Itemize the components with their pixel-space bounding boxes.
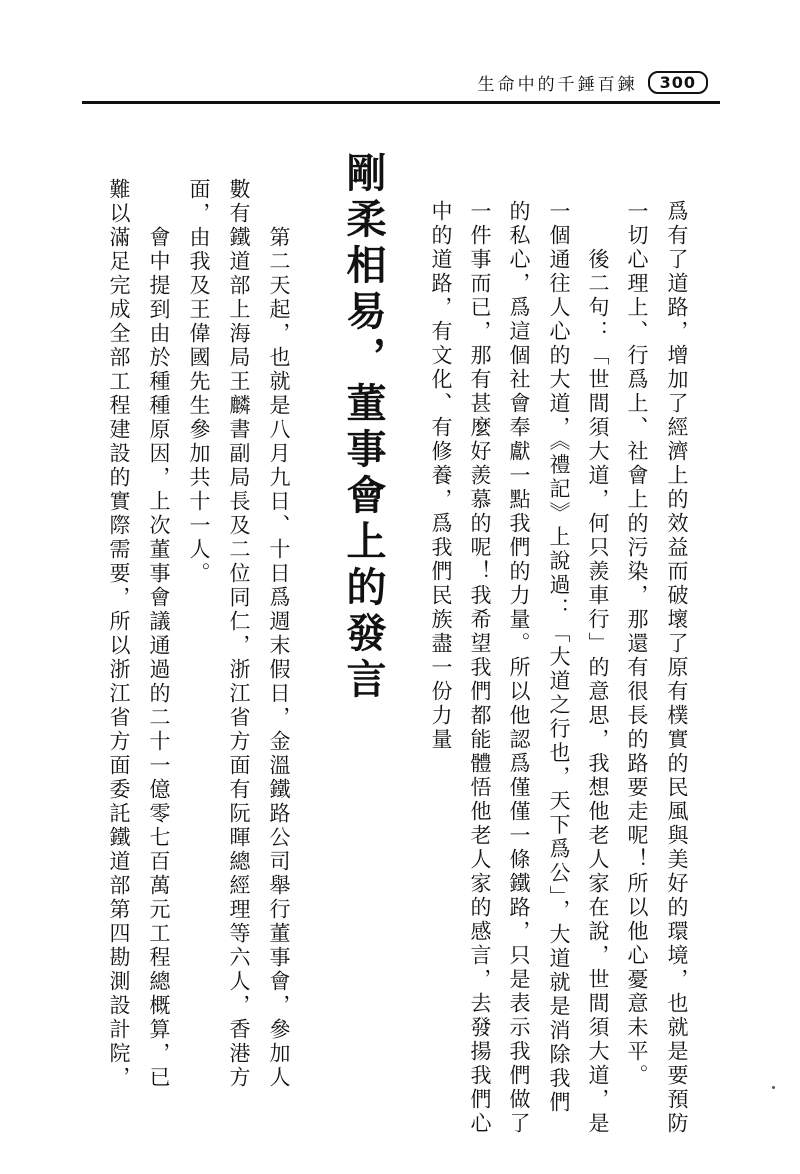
text-column-6: 一件事而已，那有甚麼好羨慕的呢！我希望我們都能體悟他老人家的感言，去發揚我們心 [468,200,492,1136]
text-column-3: 後二句：「世間須大道，何只羨車行」的意思，我想他老人家在說，世間須大道，是 [586,200,610,1136]
book-title: 生命中的千錘百鍊 [477,75,638,95]
text-column-4: 一個通往人心的大道，《禮記》上說過：「大道之行也，天下爲公」，大道就是消除我們 [547,200,571,1115]
text-column-10: 面，由我及王偉國先生參加共十一人。 [187,178,211,586]
text-column-1: 爲有了道路，增加了經濟上的效益而破壞了原有樸實的民風與美好的環境，也就是要預防 [665,200,689,1136]
text-column-7: 中的道路，有文化、有修養，爲我們民族盡一份力量 [429,200,453,752]
page-number: 300 [648,71,708,94]
speck-mark [772,1086,775,1089]
text-column-8: 第二天起，也就是八月九日、十日爲週末假日，金溫鐵路公司舉行董事會，參加人 [267,178,291,1090]
text-column-5: 的私心，爲這個社會奉獻一點我們的力量。所以他認爲僅僅一條鐵路，只是表示我們做了 [507,200,531,1136]
text-column-12: 難以滿足完成全部工程建設的實際需要，所以浙江省方面委託鐵道部第四勘測設計院， [107,178,131,1090]
text-column-11: 會中提到由於種種原因，上次董事會議通過的二十一億零七百萬元工程總概算，已 [147,178,171,1090]
text-column-2: 一切心理上、行爲上、社會上的污染，那還有很長的路要走呢！所以他心憂意未平。 [625,200,649,1088]
page-header [478,70,708,95]
text-column-9: 數有鐵道部上海局王麟書副局長及二位同仁，浙江省方面有阮暉總經理等六人，香港方 [227,178,251,1090]
section-title: 剛柔相易，董事會上的發言 [340,152,386,704]
header-rule [82,101,720,104]
